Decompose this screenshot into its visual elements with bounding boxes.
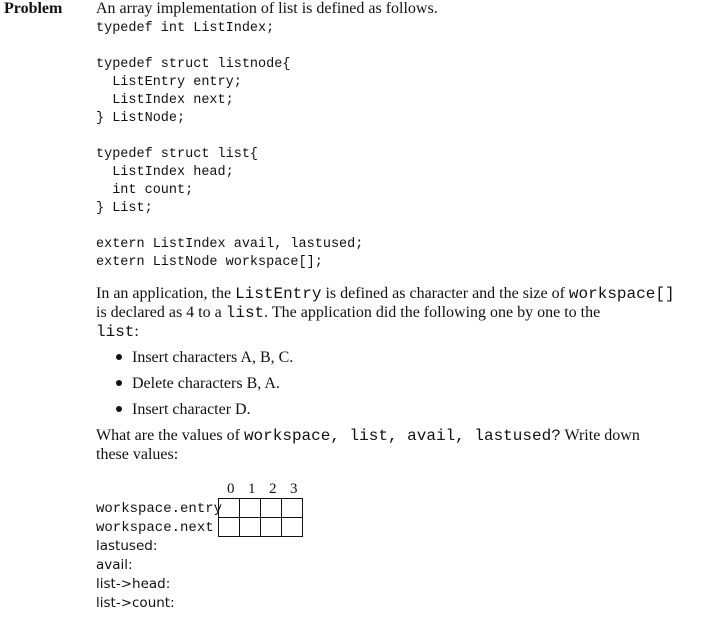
code-line: typedef int ListIndex; [96,21,275,36]
problem-label: Problem [4,0,63,17]
text-span: In an application, the [96,285,236,302]
table-cell [282,518,303,537]
code-line: } ListNode; [96,111,186,126]
code-line: ListEntry entry; [96,75,242,90]
code-span: list [96,323,135,341]
step-text: Insert characters A, B, C. [132,349,294,366]
code-line: extern ListIndex avail, lastused; [96,237,364,252]
code-span: ListEntry [235,285,322,303]
code-line: extern ListNode workspace[]; [96,255,323,270]
index-label: 1 [248,481,256,497]
paragraph-line [96,323,139,341]
code-line: } List; [96,201,153,216]
index-label: 2 [269,481,277,497]
table-cell [282,499,303,518]
table-cell [219,518,240,537]
step-text: Delete characters B, A. [132,375,280,392]
code-line: int count; [96,183,194,198]
code-line: ListIndex head; [96,165,234,180]
answer-label: lastused: [96,538,158,554]
text-span: : [134,323,139,340]
code-line: ListIndex next; [96,93,234,108]
step-item [116,349,293,367]
problem-intro: An array implementation of list is defined as follows. [96,0,438,17]
table-cell [261,499,282,518]
bullet-icon [116,354,122,360]
bullet-icon [116,406,122,412]
paragraph-line [96,304,600,322]
paragraph-line [96,285,675,303]
code-line: typedef struct list{ [96,147,259,162]
row-label: workspace.entry [96,501,223,517]
text-span: . The application did the following one by one to the [264,304,601,321]
text-span: Write down [560,427,640,444]
index-label: 3 [290,481,298,497]
code-span: workspace, list, avail, lastused? [243,427,561,445]
step-item [116,375,280,393]
step-item [116,401,251,419]
table-row [219,499,303,518]
answer-label: avail: [96,557,133,573]
table-row [219,518,303,537]
bullet-icon [116,380,122,386]
row-label: workspace.next [96,520,214,536]
question-line [96,427,640,445]
table-cell [261,518,282,537]
answer-label: list->head: [96,576,171,592]
code-span: workspace[] [568,285,675,303]
code-line: typedef struct listnode{ [96,57,291,72]
workspace-table [218,498,303,537]
answer-label: list->count: [96,595,175,611]
code-span: list [225,304,265,322]
text-span: is declared as 4 to a [96,304,226,321]
text-span: is defined as character and the size of [321,285,569,302]
index-label: 0 [227,481,235,497]
table-cell [219,499,240,518]
table-cell [240,518,261,537]
question-line: these values: [96,446,179,463]
text-span: What are the values of [96,427,244,444]
table-cell [240,499,261,518]
step-text: Insert character D. [132,401,251,418]
